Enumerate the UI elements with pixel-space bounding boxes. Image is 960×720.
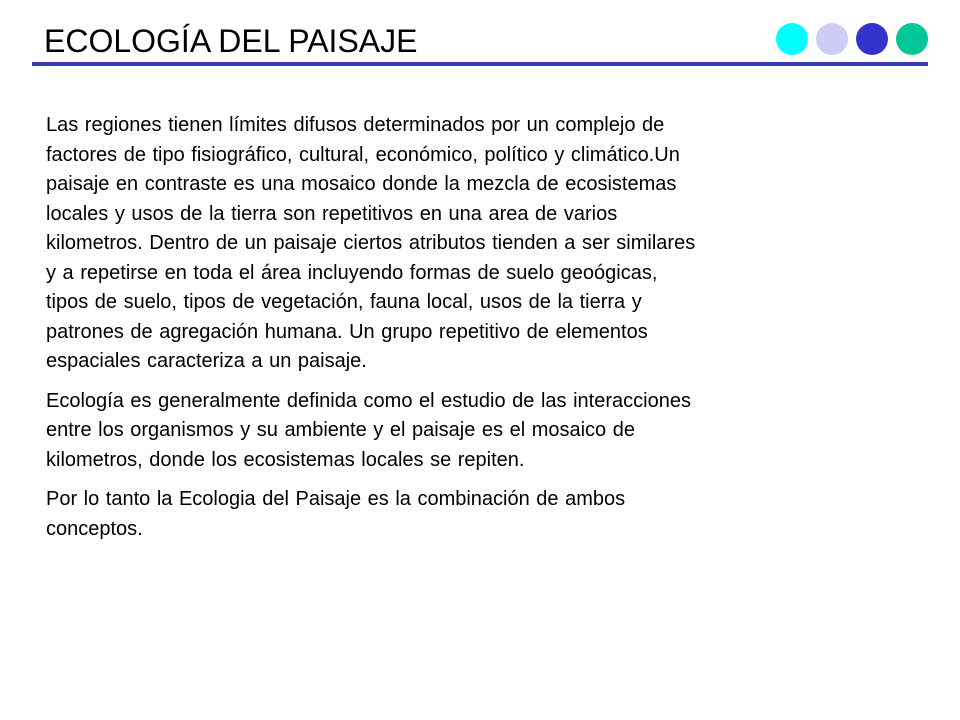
decorative-dots bbox=[776, 23, 928, 55]
paragraph-conclusion: Por lo tanto la Ecologia del Paisaje es la combinación de ambos conceptos. bbox=[46, 488, 626, 540]
dot-cyan-icon bbox=[776, 23, 808, 55]
dot-royal-blue-icon bbox=[856, 23, 888, 55]
dot-teal-icon bbox=[896, 23, 928, 55]
slide-title: ECOLOGÍA DEL PAISAJE bbox=[44, 23, 418, 59]
slide-body bbox=[46, 111, 696, 554]
paragraph-ecology-definition: Ecología es generalmente definida como el estudio de las interacciones entre los organismos y su ambiente y el paisaje es el mosaico de kilometros, donde los ecosistemas locales se repiten. bbox=[46, 389, 691, 471]
paragraph-regions: Las regiones tienen límites difusos determinados por un complejo de factores de tipo fisiográfico, cultural, económico, político y climático.Un paisaje en contraste es una mosaico donde la mezcla de ecosistemas locales y usos de la tierra son repetitivos en una area de varios kilometros. Dentro de un paisaje ciertos atributos tienden a ser similares y a repetirse en toda el área incluyendo formas de suelo geoógicas, tipos de suelo, tipos de vegetación, fauna local, usos de la tierra y patrones de agregación humana. Un grupo repetitivo de elementos espaciales caracteriza a un paisaje. bbox=[46, 114, 696, 372]
dot-lavender-icon bbox=[816, 23, 848, 55]
title-underline bbox=[32, 62, 928, 66]
